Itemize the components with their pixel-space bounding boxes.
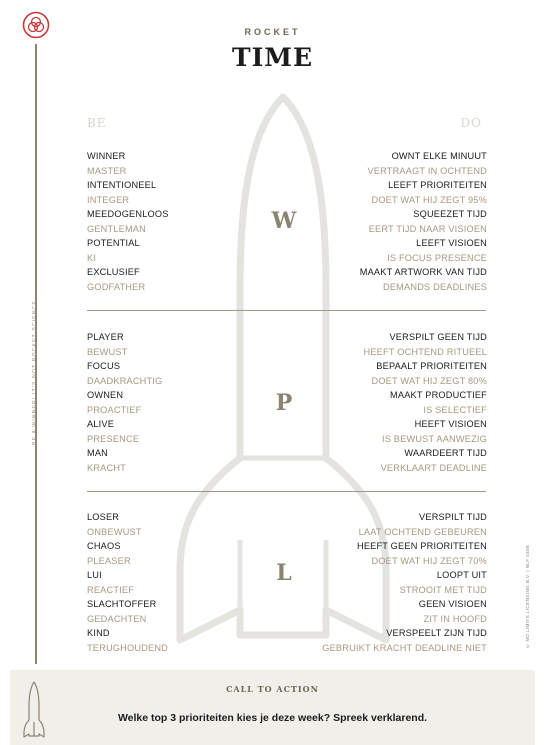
be-item: MASTER — [87, 165, 127, 176]
page-title: TIME — [231, 43, 314, 72]
be-item: CHAOS — [87, 541, 121, 551]
be-item: TERUGHOUDEND — [87, 642, 169, 653]
call-to-action-heading: CALL TO ACTION — [226, 684, 319, 694]
do-item: OWNT ELKE MINUUT — [391, 151, 487, 161]
do-item: VERSPILT TIJD — [419, 512, 487, 522]
title-prefix: ROCKET — [244, 27, 301, 37]
be-item: PROACTIEF — [87, 404, 142, 415]
do-item: WAARDEERT TIJD — [404, 448, 487, 458]
be-item: ALIVE — [87, 419, 115, 429]
be-item: POTENTIAL — [87, 238, 140, 248]
do-item: GEEN VISIOEN — [418, 599, 487, 609]
do-item: EERT TIJD NAAR VISIOEN — [368, 223, 487, 234]
do-item: MAAKT ARTWORK VAN TIJD — [359, 267, 487, 277]
be-item: PLEASER — [87, 555, 131, 566]
column-heading-be: BE — [87, 116, 107, 130]
be-item: FOCUS — [87, 361, 121, 371]
be-item: INTENTIONEEL — [87, 180, 157, 190]
do-item: IS BEWUST AANWEZIG — [381, 433, 487, 444]
do-item: GEBRUIKT KRACHT DEADLINE NIET — [322, 642, 487, 653]
do-item: VERTRAAGT IN OCHTEND — [367, 165, 487, 176]
be-item: KRACHT — [87, 462, 126, 473]
be-item: PRESENCE — [87, 433, 140, 444]
section-divider — [87, 491, 486, 492]
legal-notice: © NO LIMITS LICENSING B.V. | NLF 0458 — [525, 545, 530, 649]
be-item: PLAYER — [87, 332, 124, 342]
section-letter-l: L — [276, 560, 292, 586]
be-item: OWNEN — [87, 390, 124, 400]
be-item: BEWUST — [87, 346, 128, 357]
do-item: LOOPT UIT — [436, 570, 487, 580]
do-item: IS SELECTIEF — [423, 404, 487, 415]
do-item: HEEFT VISIOEN — [414, 419, 487, 429]
be-item: REACTIEF — [87, 584, 135, 595]
do-item: DOET WAT HIJ ZEGT 95% — [371, 194, 487, 205]
be-item: WINNER — [87, 151, 126, 161]
do-item: VERSPEELT ZIJN TIJD — [386, 628, 487, 638]
do-item: DOET WAT HIJ ZEGT 80% — [371, 375, 487, 386]
do-item: VERKLAART DEADLINE — [380, 462, 487, 473]
be-item: LUI — [87, 570, 102, 580]
do-item: BEPAALT PRIORITEITEN — [376, 361, 487, 371]
section-letter-p: P — [275, 390, 293, 416]
do-item: VERSPILT GEEN TIJD — [389, 332, 487, 342]
be-item: GENTLEMAN — [87, 223, 146, 234]
call-to-action-panel — [10, 670, 535, 745]
be-item: LOSER — [87, 512, 120, 522]
section-letter-w: W — [271, 208, 297, 234]
be-item: KI — [87, 252, 97, 263]
be-item: KIND — [87, 628, 110, 638]
call-to-action-question: Welke top 3 prioriteiten kies je deze week? Spreek verklarend. — [117, 712, 428, 724]
be-item: SLACHTOFFER — [87, 599, 157, 609]
be-item: EXCLUSIEF — [87, 267, 140, 277]
do-item: STROOIT MET TIJD — [399, 584, 487, 595]
do-item: MAAKT PRODUCTIEF — [390, 390, 487, 400]
do-item: IS FOCUS PRESENCE — [387, 252, 487, 263]
do-item: LEEFT VISIOEN — [416, 238, 487, 248]
do-item: HEEFT OCHTEND RITUEEL — [363, 346, 487, 357]
column-heading-do: DO — [460, 116, 482, 130]
do-item: SQUEEZET TIJD — [413, 209, 487, 219]
do-item: LEEFT PRIORITEITEN — [388, 180, 487, 190]
do-item: DEMANDS DEADLINES — [383, 281, 487, 292]
be-item: GEDACHTEN — [87, 613, 147, 624]
side-slogan: BE A WINNER! IT'S NOT ROCKET SCIENCE — [32, 300, 38, 445]
be-item: MAN — [87, 448, 109, 458]
section-divider — [87, 310, 486, 311]
be-item: INTEGER — [87, 194, 130, 205]
be-item: ONBEWUST — [87, 526, 142, 537]
be-item: MEEDOGENLOOS — [87, 209, 169, 219]
do-item: ZIT IN HOOFD — [423, 613, 487, 624]
be-item: DAADKRACHTIG — [87, 375, 163, 386]
do-item: DOET WAT HIJ ZEGT 70% — [371, 555, 487, 566]
do-item: LAAT OCHTEND GEBEUREN — [358, 526, 487, 537]
do-item: HEEFT GEEN PRIORITEITEN — [356, 541, 487, 551]
be-item: GODFATHER — [87, 281, 146, 292]
